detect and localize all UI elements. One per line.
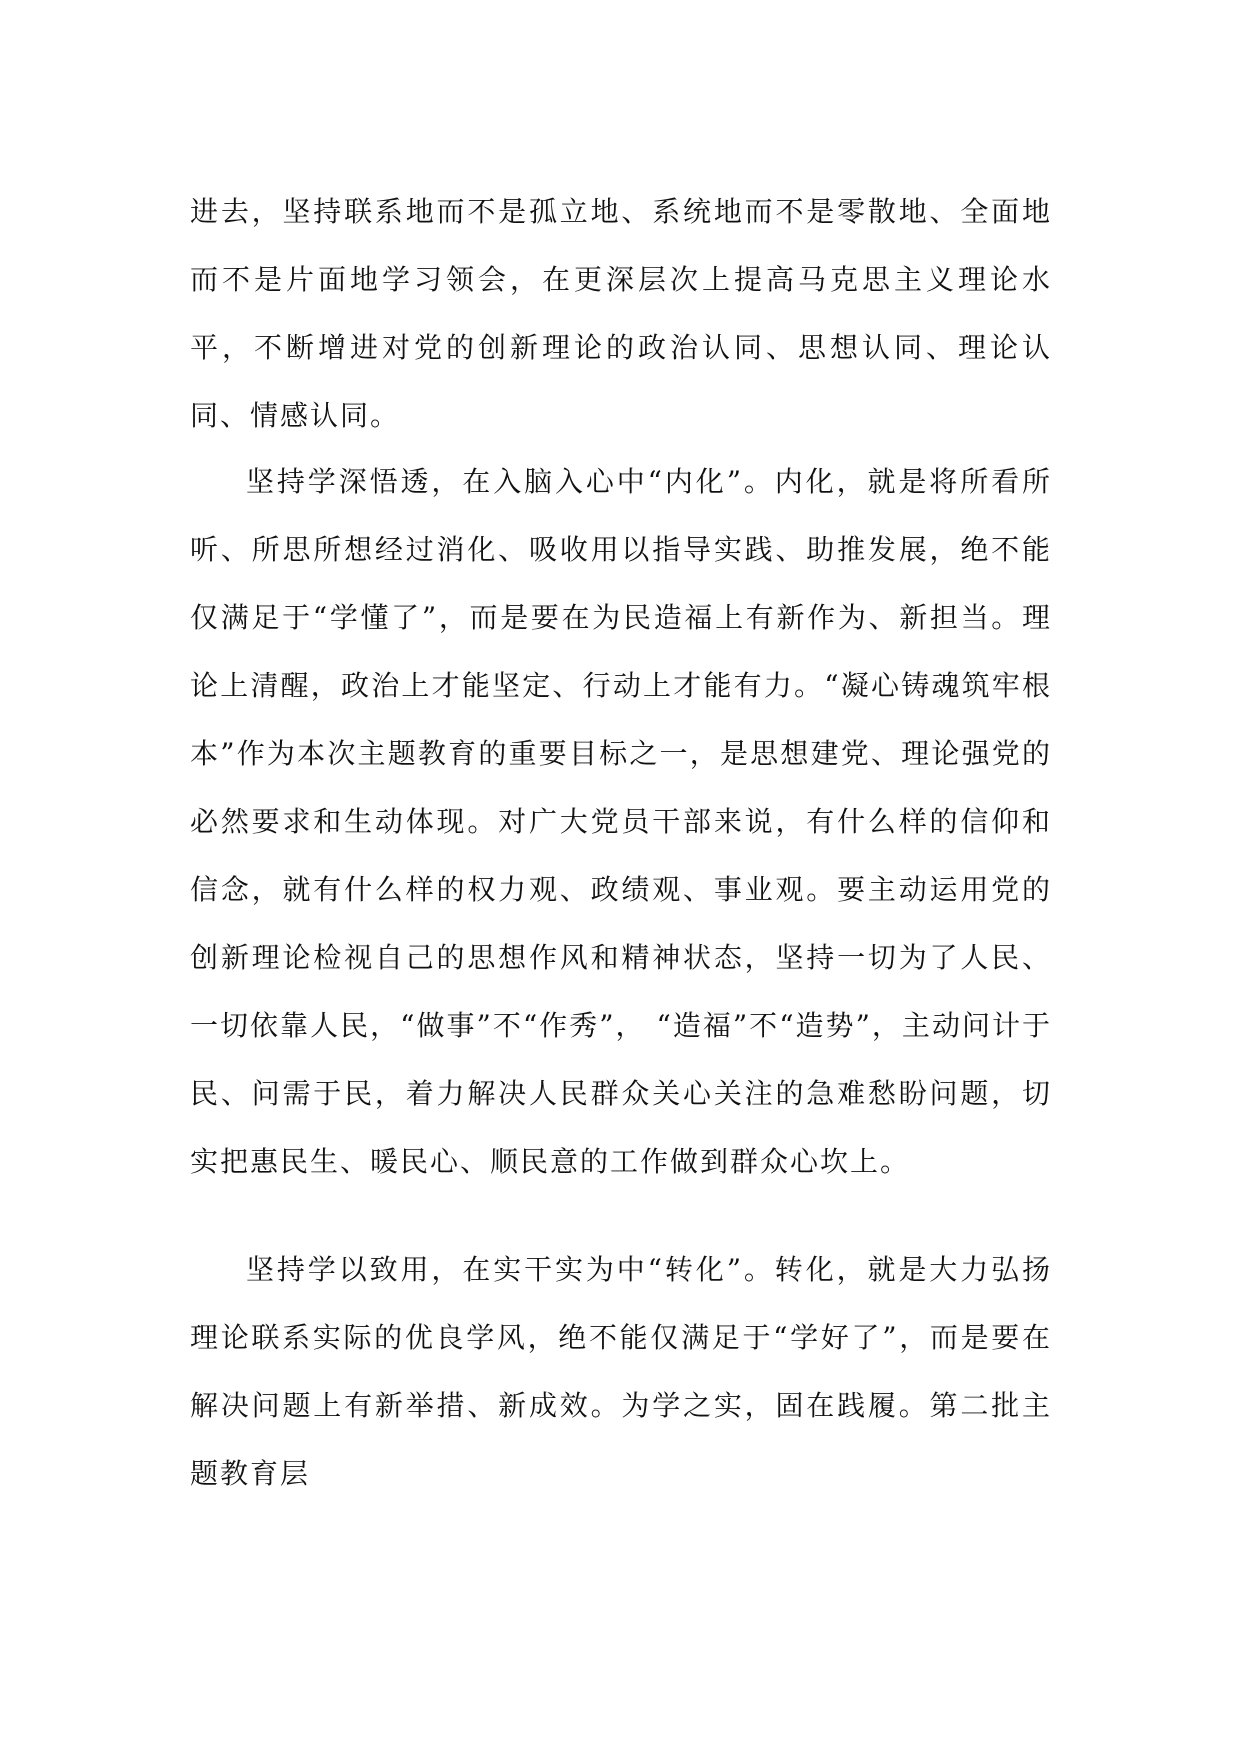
paragraph-text: 坚持学深悟透，在入脑入心中“内化”。内化，就是将所看所听、所思所想经过消化、吸收用以指导实践、助推发展，绝不能仅满足于“学懂了”，而是要在为民造福上有新作为、新担当。理论上清醒，政治上才能坚定、行动上才能有力。“凝心铸魂筑牢根本”作为本次主题教育的重要目标之一，是思想建党、理论强党的必然要求和生动体现。对广大党员干部来说，有什么样的信仰和信念，就有什么样的权力观、政绩观、事业观。要主动运用党的创新理论检视自己的思想作风和精神状态，坚持一切为了人民、 一切依靠人民，“做事”不“作秀”， “造福”不“造势”，主动问计于民、问需于民，着力解决人民群众关心关注的急难愁盼问题，切实把惠民生、暖民心、顺民意的工作做到群众心坎上。: [190, 465, 1052, 1178]
paragraph-text: 坚持学以致用，在实干实为中“转化”。转化，就是大力弘扬理论联系实际的优良学风，绝不能仅满足于“学好了”，而是要在解决问题上有新举措、新成效。为学之实，固在践履。第二批主题教育层: [190, 1253, 1052, 1490]
paragraph-continued: [190, 178, 1052, 450]
paragraph-transform: [190, 1236, 1052, 1508]
paragraph-text: 进去，坚持联系地而不是孤立地、系统地而不是零散地、全面地而不是片面地学习领会，在更深层次上提高马克思主义理论水平，不断增进对党的创新理论的政治认同、思想认同、理论认同、情感认同。: [190, 195, 1052, 432]
paragraph-internalize: [190, 448, 1052, 1196]
